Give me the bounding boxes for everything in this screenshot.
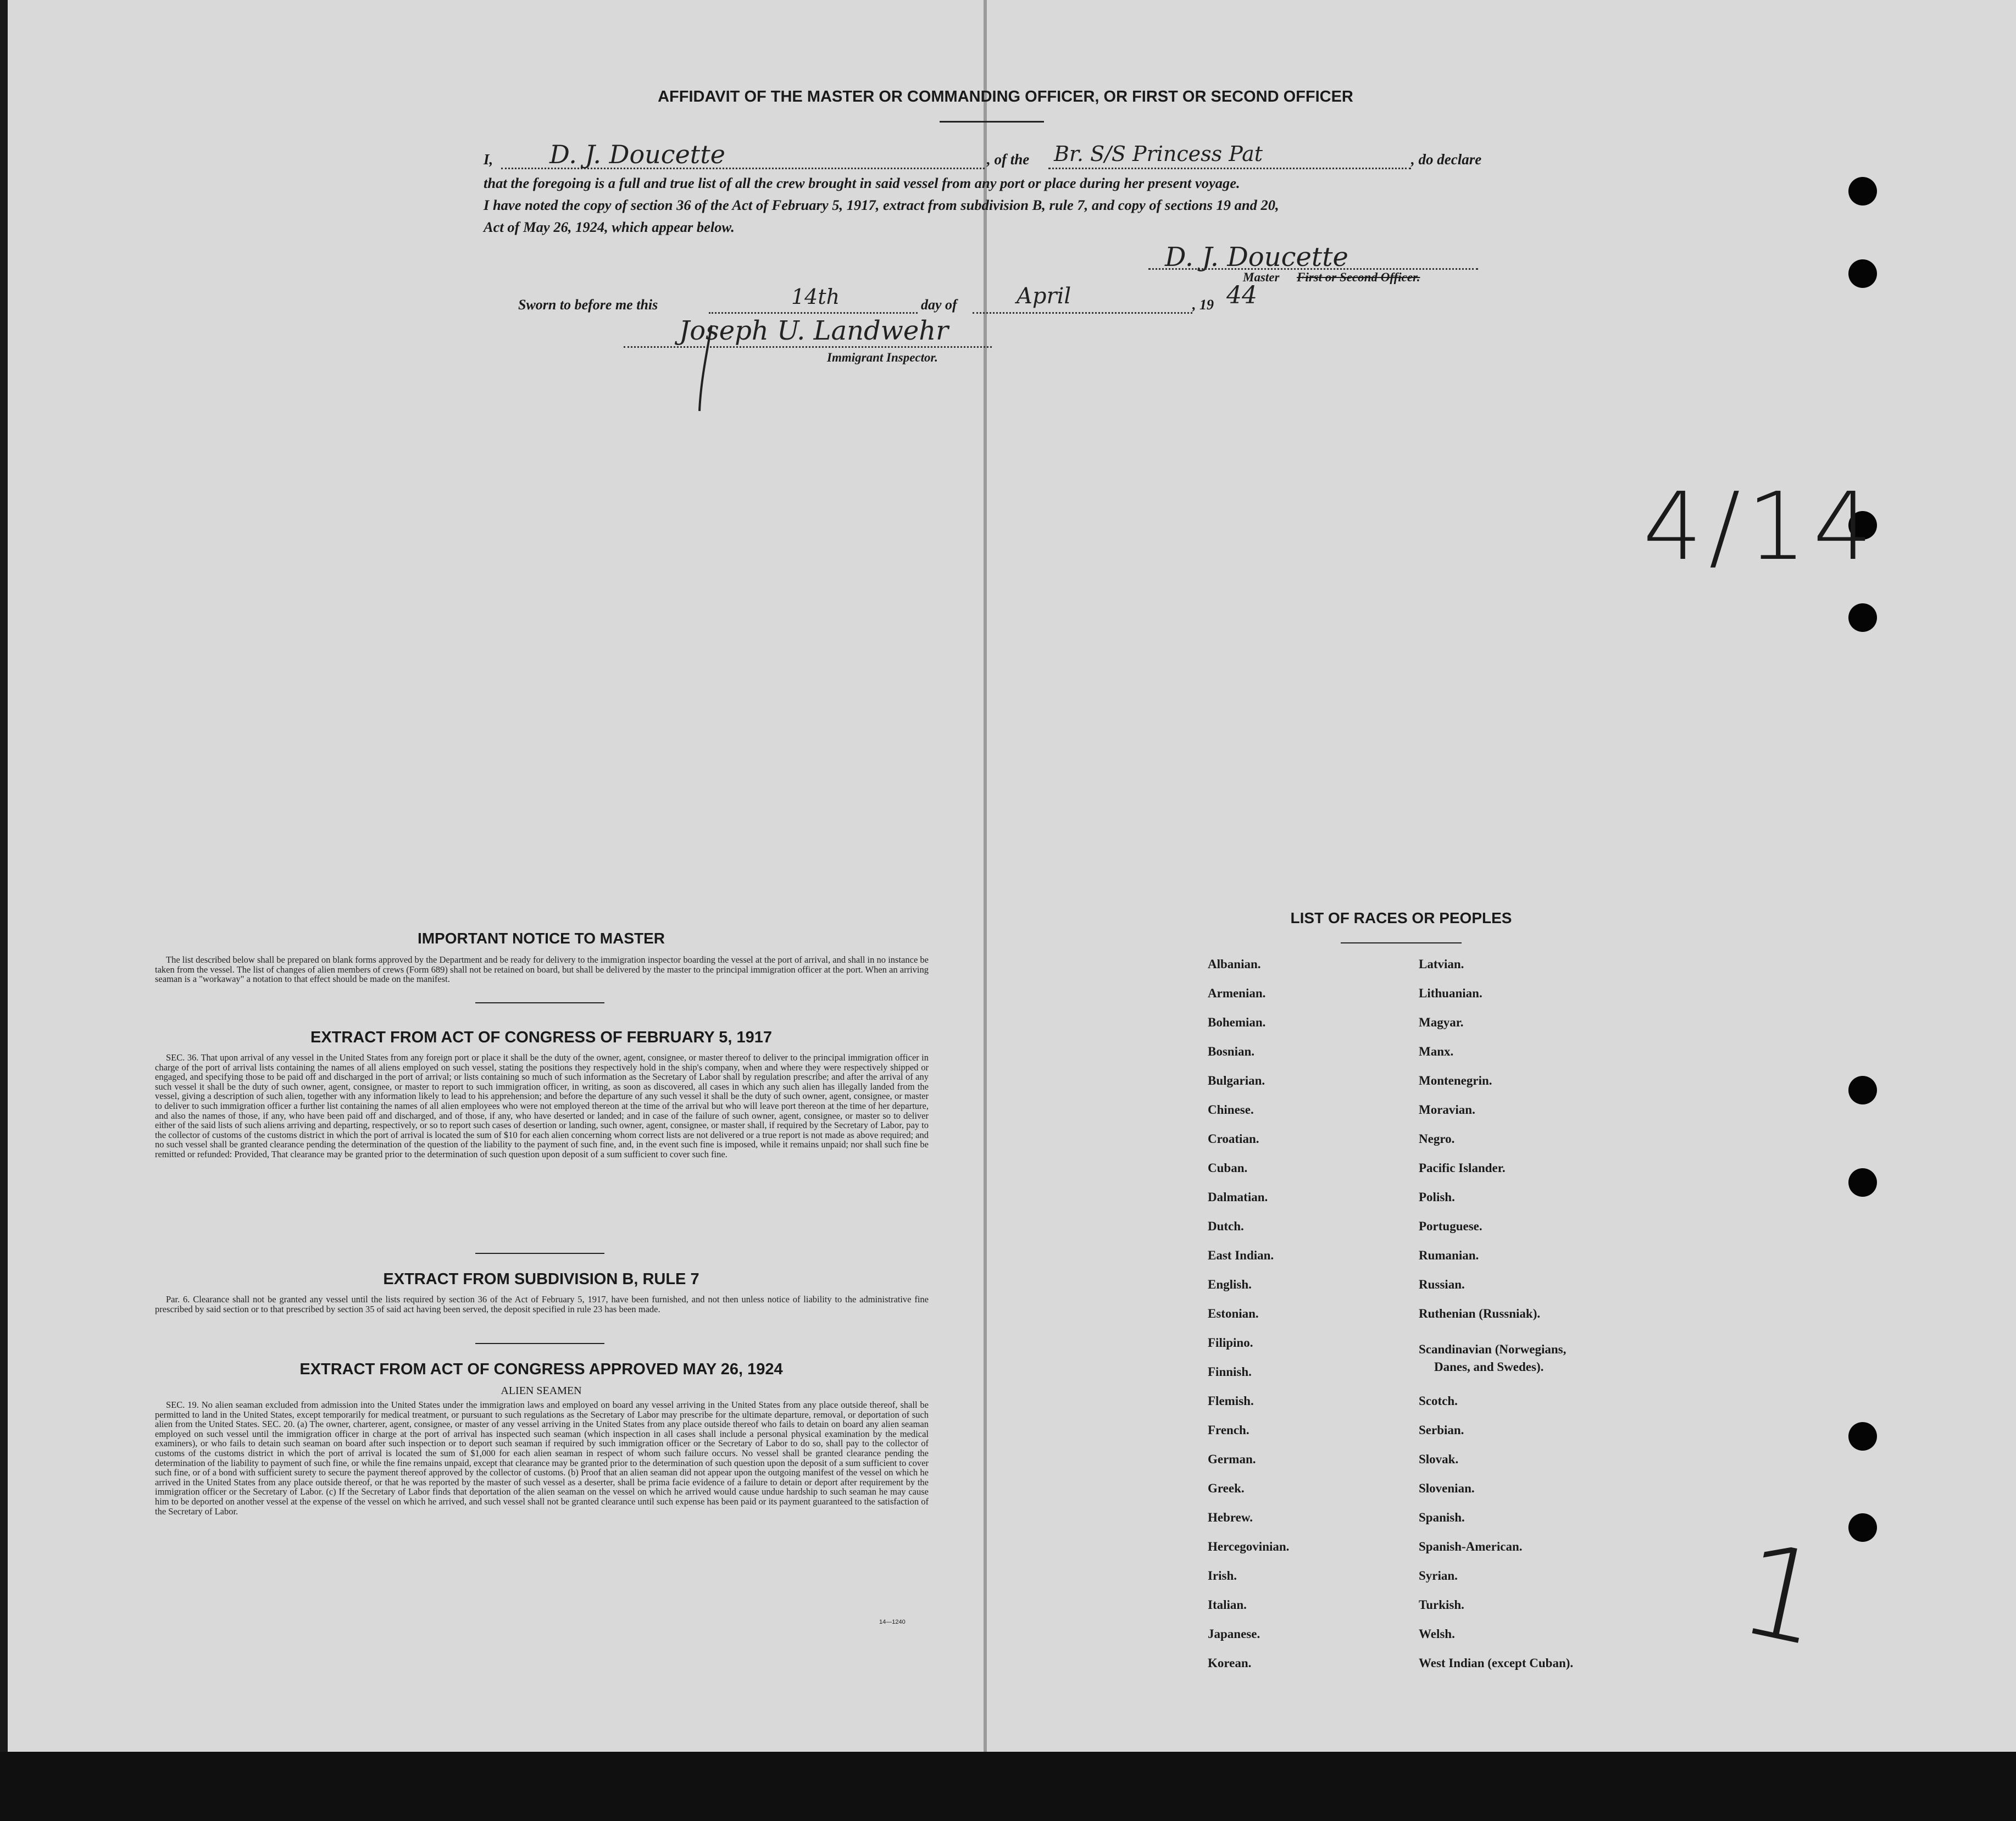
race-item: Bosnian.	[1208, 1045, 1255, 1058]
affidavit-line1-prefix: I,	[484, 151, 493, 168]
master-signature: D. J. Doucette	[1165, 242, 1348, 273]
day-underline	[709, 312, 918, 314]
race-item: English.	[1208, 1278, 1252, 1291]
race-item: Bulgarian.	[1208, 1074, 1265, 1087]
race-item: Magyar.	[1419, 1015, 1464, 1029]
officer-label-struck: First or Second Officer.	[1297, 270, 1420, 284]
race-item: Finnish.	[1208, 1365, 1252, 1379]
race-item: Irish.	[1208, 1569, 1237, 1583]
race-item: Moravian.	[1419, 1103, 1475, 1117]
scan-edge-left	[0, 0, 8, 1821]
punch-hole-6	[1848, 1168, 1877, 1197]
race-item: Rumanian.	[1419, 1248, 1479, 1262]
punch-hole-8	[1848, 1513, 1877, 1542]
race-item: Armenian.	[1208, 986, 1266, 1000]
race-item: Serbian.	[1419, 1423, 1464, 1437]
race-item: East Indian.	[1208, 1248, 1274, 1262]
race-item: Italian.	[1208, 1598, 1247, 1612]
race-item: Croatian.	[1208, 1132, 1259, 1146]
race-item: Hebrew.	[1208, 1511, 1253, 1524]
sworn-prefix: Sworn to before me this	[518, 297, 658, 313]
race-item: Welsh.	[1419, 1627, 1455, 1641]
notice-text: The list described below shall be prepared on blank forms approved by the Department and be ready for delivery to the immigration inspector boarding the vessel at the port of arrival, and shall in no instance be taken from the vessel. The list of changes of alien members of crews (Form 689) shall not be retained on board, but shall be delivered by the master to the principal immigration officer at the port. When an arriving seaman is a "workaway" a notation to that effect should be made on the manifest.	[155, 954, 929, 985]
race-item: Bohemian.	[1208, 1015, 1266, 1029]
inspector-signature-flourish	[690, 323, 723, 417]
race-item: Albanian.	[1208, 957, 1261, 971]
vessel-name-handwritten: Br. S/S Princess Pat	[1054, 142, 1263, 166]
extract1-text: SEC. 36. That upon arrival of any vessel in the United States from any foreign port or place it shall be the duty of the owner, agent, consignee, or master thereof to deliver to the principal immigration officer in charge of the port of arrival lists containing the names of all aliens employed on such vessel, stating the positions they respectively hold in the ship's company, when and where they were respectively shipped or engaged, and specifying those to be paid off and discharged in the port of arrival; or lists containing so much of such information as the Secretary of Labor shall by regulation prescribe; and after the arrival of any such vessel it shall be the duty of such owner, agent, consignee, or master to report to such immigration officer, in writing, as soon as discovered, all cases in which any such alien has illegally landed from the vessel, giving a description of such alien, together with any information likely to lead to his apprehension; and before the departure of any such vessel it shall be the duty of such owner, agent, consignee, or master to deliver to such immigration officer a further list containing the names of all alien employees who were not employed thereon at the time of the arrival but who will leave port thereon at the time of her departure, and also the names of those, if any, who have been paid off and discharged, and of those, if any, who have deserted or landed; and in case of the failure of such owner, agent, consignee, or master so to deliver either of the said lists of such aliens arriving and departing, respectively, or so to report such cases of desertion or landing, such owner, agent, consignee, or master shall, if required by the Secretary of Labor, pay to the collector of customs of the customs district in which the port of arrival is located the sum of $10 for each alien concerning whom correct lists are not delivered or a true report is not made as above required; and no such vessel shall be granted clearance pending the determination of the question of the liability to the payment of such fine, and, in the event such fine is imposed, while it remains unpaid; nor shall such fine be remitted or refunded: Provided, That clearance may be granted prior to the determination of such question upon deposit of a sum sufficient to cover such fine.	[155, 1052, 929, 1159]
race-item: Dalmatian.	[1208, 1190, 1268, 1204]
notice-heading: IMPORTANT NOTICE TO MASTER	[417, 930, 665, 947]
race-item: Syrian.	[1419, 1569, 1458, 1583]
race-item: Lithuanian.	[1419, 986, 1482, 1000]
race-item: Manx.	[1419, 1045, 1454, 1058]
vessel-name-underline	[1048, 168, 1411, 169]
page-fold-crease	[984, 0, 987, 1821]
day-handwritten: 14th	[791, 285, 840, 309]
race-item: Scandinavian (Norwegians,	[1419, 1342, 1567, 1356]
race-item: Montenegrin.	[1419, 1074, 1492, 1087]
extract1-rule	[475, 1253, 604, 1254]
affidavit-line4: Act of May 26, 1924, which appear below.	[484, 219, 735, 235]
races-heading: LIST OF RACES OR PEOPLES	[1290, 909, 1512, 926]
race-item: French.	[1208, 1423, 1249, 1437]
race-item: Flemish.	[1208, 1394, 1254, 1408]
races-rule	[1341, 942, 1462, 943]
race-item: Dutch.	[1208, 1219, 1244, 1233]
affidavit-line2: that the foregoing is a full and true list of all the crew brought in said vessel from any port or place during her present voyage.	[484, 175, 1240, 191]
race-item: Turkish.	[1419, 1598, 1464, 1612]
punch-hole-5	[1848, 1076, 1877, 1104]
extract3-subheading: ALIEN SEAMEN	[501, 1385, 582, 1397]
race-item: Danes, and Swedes).	[1434, 1360, 1544, 1374]
scan-edge-bottom	[0, 1752, 2016, 1821]
extract2-rule	[475, 1343, 604, 1344]
extract2-heading: EXTRACT FROM SUBDIVISION B, RULE 7	[383, 1270, 699, 1288]
month-handwritten: April	[1017, 284, 1071, 309]
date-annotation: 4/14	[1643, 473, 1879, 581]
race-item: West Indian (except Cuban).	[1419, 1656, 1574, 1670]
race-item: Greek.	[1208, 1481, 1245, 1495]
race-item: Scotch.	[1419, 1394, 1458, 1408]
race-item: Ruthenian (Russniak).	[1419, 1307, 1541, 1320]
race-item: Russian.	[1419, 1278, 1465, 1291]
race-item: Chinese.	[1208, 1103, 1254, 1117]
punch-hole-7	[1848, 1422, 1877, 1451]
race-item: Korean.	[1208, 1656, 1252, 1670]
master-label: Master	[1243, 270, 1280, 284]
race-item: Filipino.	[1208, 1336, 1253, 1350]
race-item: Hercegovinian.	[1208, 1540, 1290, 1553]
punch-hole-1	[1848, 177, 1877, 206]
extract2-text: Par. 6. Clearance shall not be granted any vessel until the lists required by section 36 of the Act of February 5, 1917, have been furnished, and not then unless notice of liability to the administrative fine prescribed by said section or to that prescribed by section 35 of said act having been served, the deposit specified in rule 23 has been made.	[155, 1294, 929, 1314]
page-number-annotation: 1	[1727, 1515, 1837, 1676]
day-label: day of	[921, 297, 957, 313]
race-item: Negro.	[1419, 1132, 1455, 1146]
race-item: Pacific Islander.	[1419, 1161, 1506, 1175]
extract3-text: SEC. 19. No alien seaman excluded from admission into the United States under the immigration laws and employed on board any vessel arriving in the United States from any place outside thereof, shall be permitted to land in the United States, except temporarily for medical treatment, or pursuant to such regulations as the Secretary of Labor may prescribe for the ultimate departure, removal, or deportation of such alien from the United States. SEC. 20. (a) The owner, charterer, agent, consignee, or master of any vessel arriving in the United States from any place outside thereof who fails to detain on board any alien seaman employed on such vessel until the immigration officer in charge at the port of arrival has inspected such seaman (which inspection in all cases shall include a personal physical examination by the medical examiners), or who fails to detain such seaman on board after such inspection or to deport such seaman if required by such immigration officer or the Secretary of Labor to do so, shall pay to the collector of customs of the customs district in which the port of arrival is located the sum of $1,000 for each alien seaman in respect of whom such failure occurs. No vessel shall be granted clearance pending the determination of the liability to payment of such fine, or while the fine remains unpaid, except that clearance may be granted prior to the determination of such question upon the deposit of a sum sufficient to cover such fine, or of a bond with sufficient surety to secure the payment thereof approved by the collector of customs. (b) Proof that an alien seaman did not appear upon the outgoing manifest of the vessel on which he arrived in the United States from any place outside thereof, or that he was reported by the master of such vessel as a deserter, shall be prima facie evidence of a failure to detain or deport after requirement by the immigration officer or the Secretary of Labor. (c) If the Secretary of Labor finds that deportation of the alien seaman on the vessel on which he arrived would cause undue hardship to such seaman he may cause him to be deported on another vessel at the expense of the vessel on which he arrived, and such vessel shall not be granted clearance until such expense has been paid or its payment guaranteed to the satisfaction of the Secretary of Labor.	[155, 1400, 929, 1517]
year-prefix: , 19	[1192, 297, 1214, 313]
affidavit-title: AFFIDAVIT OF THE MASTER OR COMMANDING OFFICER, OR FIRST OR SECOND OFFICER	[658, 88, 1353, 106]
race-item: Slovenian.	[1419, 1481, 1475, 1495]
race-item: Cuban.	[1208, 1161, 1248, 1175]
race-item: Portuguese.	[1419, 1219, 1482, 1233]
punch-hole-2	[1848, 259, 1877, 288]
affidavit-title-rule	[940, 121, 1044, 123]
race-item: Spanish.	[1419, 1511, 1465, 1524]
extract1-heading: EXTRACT FROM ACT OF CONGRESS OF FEBRUARY 5, 1917	[310, 1029, 773, 1046]
inspector-signature: Joseph U. Landwehr	[679, 315, 949, 346]
year-handwritten: 44	[1226, 281, 1257, 309]
race-item: Japanese.	[1208, 1627, 1260, 1641]
month-underline	[973, 312, 1192, 314]
race-item: Estonian.	[1208, 1307, 1259, 1320]
extract3-heading: EXTRACT FROM ACT OF CONGRESS APPROVED MAY 26, 1924	[299, 1361, 783, 1378]
race-item: Polish.	[1419, 1190, 1455, 1204]
inspector-underline	[624, 346, 992, 348]
affidavit-line3: I have noted the copy of section 36 of the Act of February 5, 1917, extract from subdivision B, rule 7, and copy of sections 19 and 20,	[484, 197, 1279, 213]
notice-rule	[475, 1002, 604, 1003]
signature-underline	[1148, 268, 1478, 270]
race-item: German.	[1208, 1452, 1256, 1466]
race-item: Spanish-American.	[1419, 1540, 1523, 1553]
race-item: Latvian.	[1419, 957, 1464, 971]
affidavit-line1-suffix: , do declare	[1411, 151, 1482, 168]
form-number: 14—1240	[879, 1619, 906, 1625]
inspector-label: Immigrant Inspector.	[827, 351, 938, 364]
master-name-handwritten: D. J. Doucette	[549, 140, 725, 169]
punch-hole-4	[1848, 603, 1877, 632]
race-item: Slovak.	[1419, 1452, 1459, 1466]
affidavit-line1-of-the: , of the	[987, 151, 1030, 168]
